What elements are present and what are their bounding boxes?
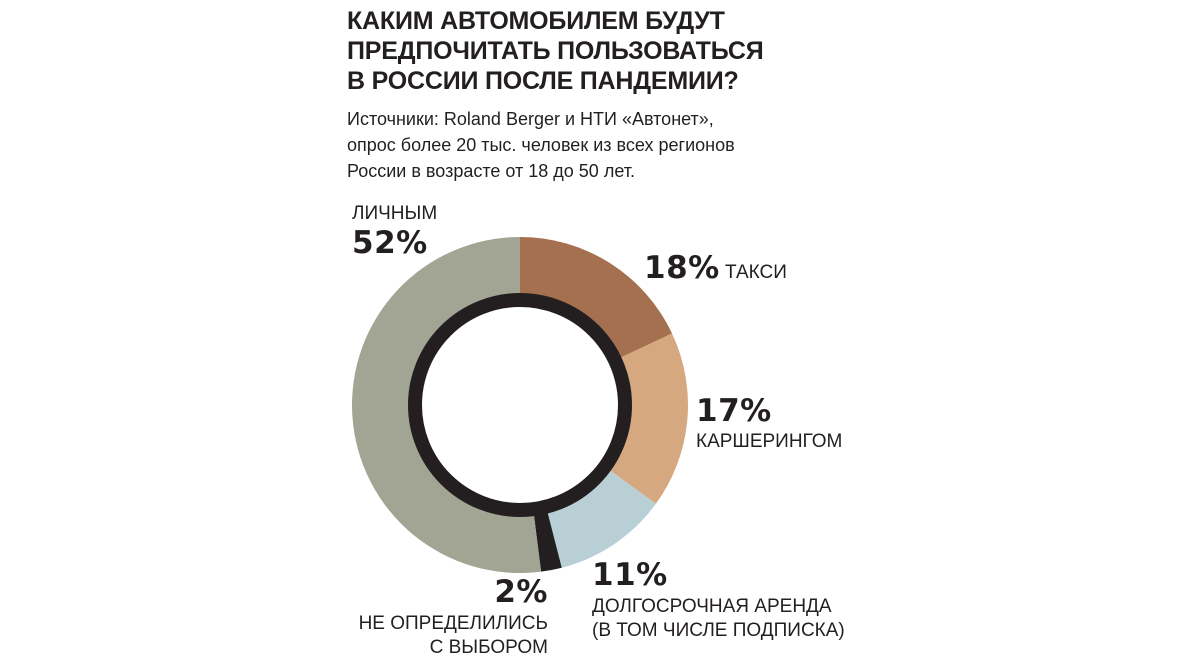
label-lease-category (592, 595, 845, 643)
label-personal-percent: 52% (352, 225, 428, 261)
label-lease-percent: 11% (592, 557, 668, 593)
label-undecided-line-2: С ВЫБОРОМ (429, 637, 548, 658)
label-taxi-line-1: ТАКСИ (725, 262, 787, 283)
label-personal-category (352, 202, 437, 226)
chart-title-line-1: КАКИМ АВТОМОБИЛЕМ БУДУТ (347, 7, 725, 35)
chart-title-line-2: ПРЕДПОЧИТАТЬ ПОЛЬЗОВАТЬСЯ (347, 37, 764, 65)
label-carsharing-category (696, 430, 842, 454)
chart-title-line-3: В РОССИИ ПОСЛЕ ПАНДЕМИИ? (347, 67, 739, 95)
chart-subtitle-line-2: опрос более 20 тыс. человек из всех регионов (347, 135, 735, 155)
label-lease-line-2: (В ТОМ ЧИСЛЕ ПОДПИСКА) (592, 620, 845, 641)
label-taxi-percent: 18% (644, 250, 720, 286)
label-undecided-category (300, 612, 548, 660)
label-undecided-percent: 2% (494, 574, 548, 610)
label-taxi-category (725, 261, 787, 285)
label-carsharing-line-1: КАРШЕРИНГОМ (696, 431, 843, 452)
inner-ring (415, 300, 625, 510)
label-undecided-line-1: НЕ ОПРЕДЕЛИЛИСЬ (358, 613, 548, 634)
label-carsharing-percent: 17% (696, 393, 772, 429)
chart-subtitle-line-1: Источники: Roland Berger и НТИ «Автонет», (347, 109, 714, 129)
label-personal-line-1: ЛИЧНЫМ (352, 203, 438, 224)
label-lease-line-1: ДОЛГОСРОЧНАЯ АРЕНДА (592, 596, 832, 617)
chart-subtitle-line-3: России в возрасте от 18 до 50 лет. (347, 161, 635, 181)
